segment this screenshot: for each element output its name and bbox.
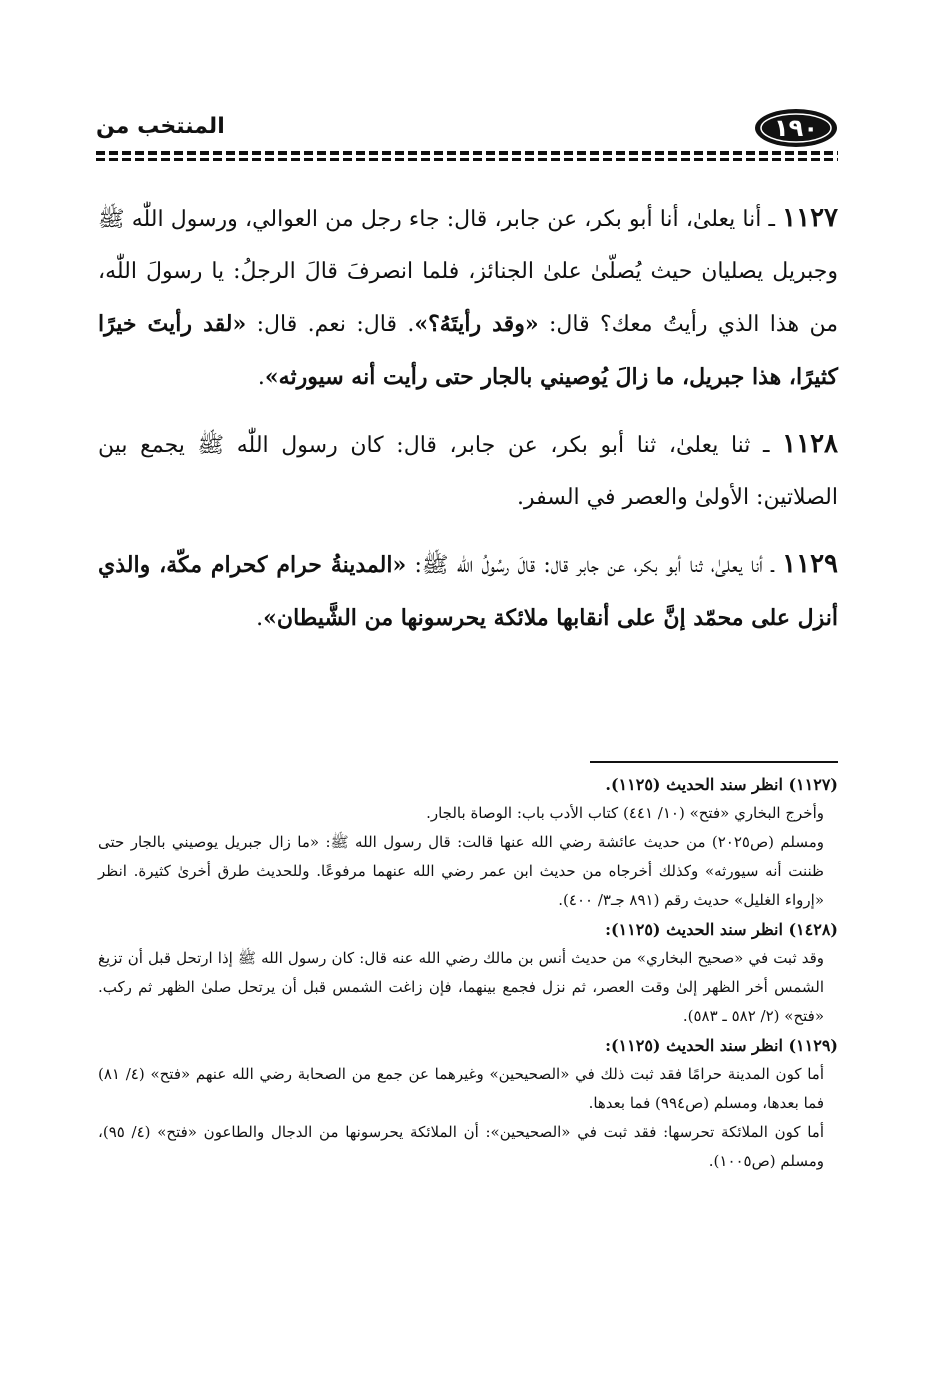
hadith-text: ـ ثنا يعلىٰ، ثنا أبو بكر، عن جابر، قال: كان رسول اللّٰه ﷺ يجمع بين الصلاتين: الأولىٰ والعصر في السفر.	[98, 433, 838, 510]
footnote-line: وقد ثبت في «صحيح البخاري» من حديث أنس بن مالك رضي الله عنه قال: كان رسول الله ﷺ إذا ارتحل قبل أن تزيغ الشمس أخر الظهر إلىٰ وقت العصر، ثم نزل فجمع بينهما، فإن زاغت الشمس قبل أن يرتحل صلىٰ الظهر ثم ركب. «فتح» (٢/ ٥٨٢ ـ ٥٨٣).	[98, 949, 824, 1025]
hadith-1129	[98, 538, 838, 645]
hadith-text: ـ أنا يعلىٰ، أنا أبو بكر، عن جابر، قال: جاء رجل من العوالي، ورسول اللّٰه ﷺ وجبريل يصليان حيث يُصلّىٰ علىٰ الجنائز، فلما انصرفَ قالَ الرجلُ: يا رسولَ اللّٰه، من هذا الذي رأيتُ معك؟ قال:	[98, 207, 838, 337]
footnote-line: وأخرج البخاري «فتح» (١٠/ ٤٤١) كتاب الأدب باب: الوصاة بالجار.	[426, 804, 824, 822]
footnote-separator	[590, 761, 838, 763]
footnote-1128	[98, 915, 838, 1031]
hadith-number: ١١٢٨	[782, 429, 838, 459]
footnote-heading: (١١٢٧) انظر سند الحديث (١١٢٥).	[605, 775, 838, 794]
footnote-line: أما كون الملائكة تحرسها: فقد ثبت في «الصحيحين»: أن الملائكة يحرسونها من الدجال والطاعون «فتح» (٤/ ٩٥)، ومسلم (ص١٠٠٥).	[98, 1123, 824, 1170]
page-number: ١٩٠	[774, 114, 818, 142]
footnote-heading: (١١٢٩) انظر سند الحديث (١١٢٥):	[605, 1036, 838, 1055]
hadith-quote: «المدينةُ حرام كحرام مكّة، والذي أنزل على محمّد إنَّ على أنقابها ملائكة يحرسونها من الشَّيطان»	[98, 552, 838, 631]
hadith-section	[98, 192, 838, 659]
hadith-quote: «لقد رأيتَ خيرًا كثيرًا، هذا جبريل، ما زالَ يُوصيني بالجار حتى رأيت أنه سيورثه»	[98, 311, 838, 390]
footnote-1127	[98, 770, 838, 915]
footnotes	[98, 770, 838, 1176]
footnote-heading: (١٤٢٨) انظر سند الحديث (١١٢٥):	[605, 920, 838, 939]
hadith-text: . قال: نعم. قال:	[246, 312, 415, 337]
footnote-1129	[98, 1031, 838, 1176]
hadith-text: .	[257, 365, 265, 390]
hadith-1127	[98, 192, 838, 404]
footnote-line: ومسلم (ص٢٠٢٥) من حديث عائشة رضي الله عنها قالت: قال رسول الله ﷺ: «ما زال جبريل يوصيني بالجار حتى ظننت أنه سيورثه» وكذلك أخرجاه من حديث ابن عمر رضي الله عنهما مرفوعًا. وللحديث طرق أخرىٰ كثيرة. انظر «إرواء الغليل» حديث رقم (٨٩١ جـ٣/ ٤٠٠).	[98, 833, 824, 909]
footnote-line: أما كون المدينة حرامًا فقد ثبت ذلك في «الصحيحين» وغيرهما عن جمع من الصحابة رضي الله عنهم «فتح» (٤/ ٨١) فما بعدها، ومسلم (ص٩٩٤) فما بعدها.	[98, 1065, 824, 1112]
hadith-quote: «وقد رأيتَهُ؟»	[414, 311, 539, 337]
hadith-text: ـ أنا يعلىٰ، ثنا أبو بكر، عن جابر قال: قالَ رسُولُ اللّٰه ﷺ:	[406, 553, 783, 578]
hadith-text: .	[256, 606, 264, 631]
header-divider-secondary	[96, 158, 838, 161]
book-title: المنتخب من	[96, 114, 225, 139]
hadith-number: ١١٢٩	[782, 549, 838, 579]
page-header	[96, 108, 838, 148]
header-divider	[96, 151, 838, 155]
hadith-number: ١١٢٧	[782, 203, 838, 233]
page-number-badge	[754, 108, 838, 148]
hadith-1128	[98, 418, 838, 524]
